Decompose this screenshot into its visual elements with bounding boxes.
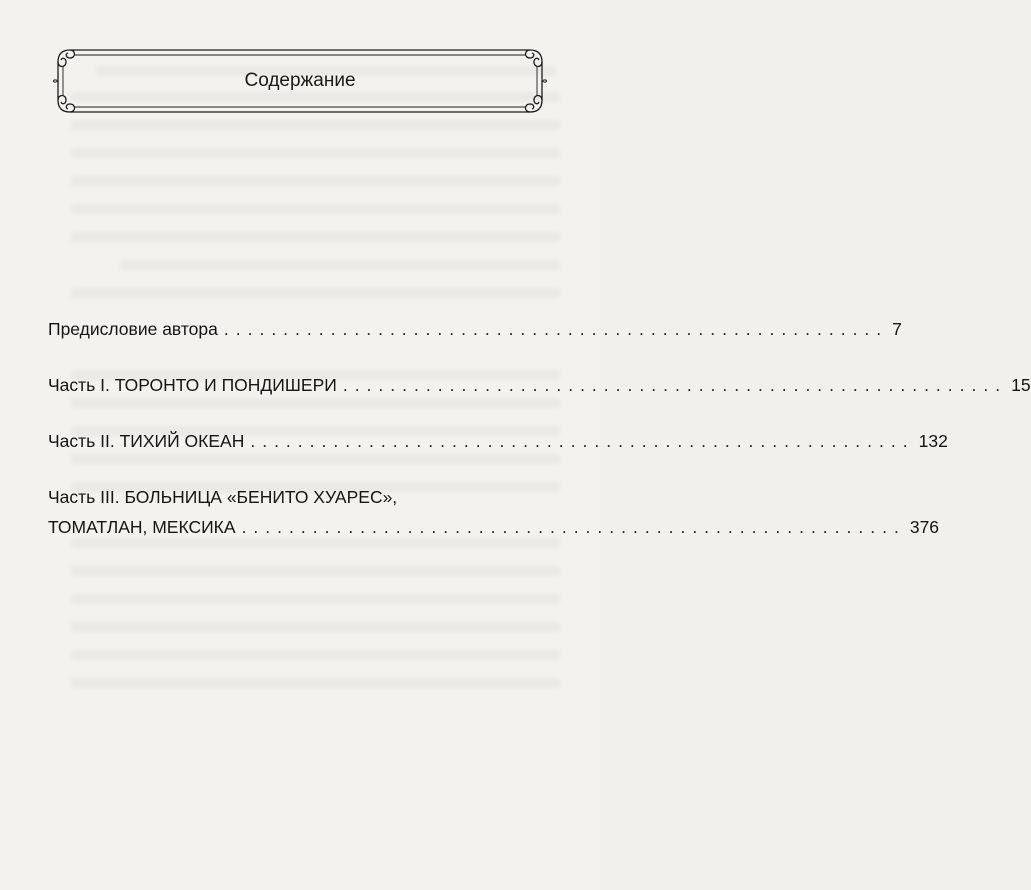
table-of-contents: [48, 314, 1031, 568]
toc-entry-part-3: [48, 482, 940, 542]
toc-entry-line-2: [48, 512, 940, 542]
toc-entry-title-line-2: ТОМАТЛАН, МЕКСИКА: [48, 517, 236, 537]
toc-entry-part-2: [48, 426, 948, 456]
toc-entry-title: Часть I. ТОРОНТО И ПОНДИШЕРИ: [48, 375, 337, 395]
toc-entry-part-1: [48, 370, 1031, 400]
toc-entry-title: Предисловие автора: [48, 319, 218, 339]
heading-frame: [52, 44, 548, 118]
leader-dots: ........................................................: [223, 319, 889, 339]
toc-entry-title: Часть II. ТИХИЙ ОКЕАН: [48, 431, 245, 451]
leader-dots: ........................................................: [342, 375, 1008, 395]
toc-entry-page: 7: [892, 319, 902, 339]
toc-entry-page: 376: [909, 517, 940, 537]
toc-entry-title-line-1: Часть III. БОЛЬНИЦА «БЕНИТО ХУАРЕС»,: [48, 487, 398, 507]
page-title: Содержание: [244, 70, 356, 91]
toc-entry-page: 15: [1011, 375, 1031, 395]
leader-dots: ........................................................: [250, 431, 915, 451]
toc-entry-page: 132: [918, 431, 948, 451]
toc-entry-preface: [48, 314, 902, 344]
leader-dots: ........................................................: [241, 517, 906, 537]
